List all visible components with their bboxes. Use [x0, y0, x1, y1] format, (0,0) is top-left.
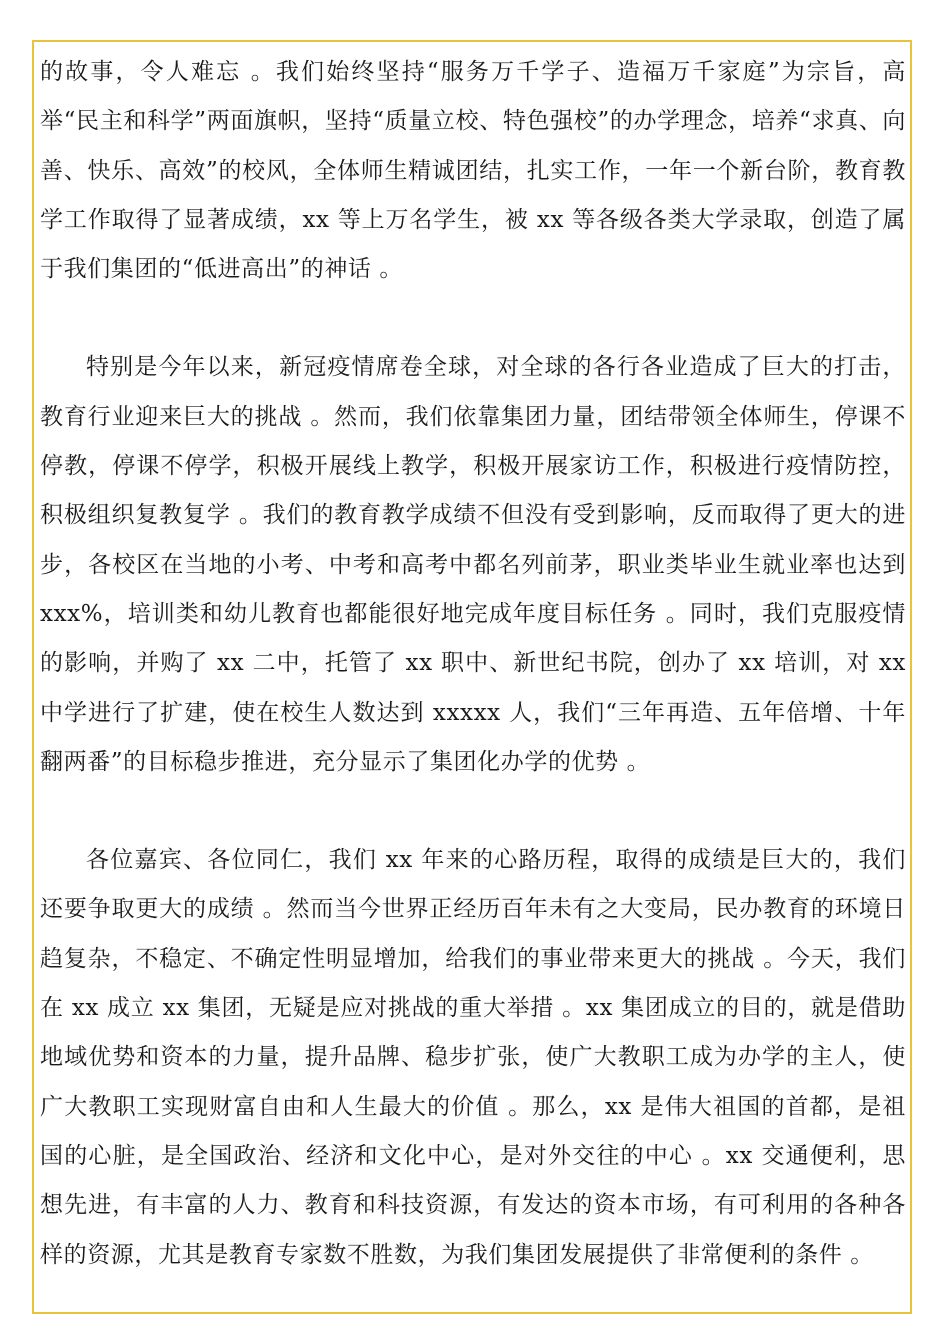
document-body [40, 48, 906, 1280]
paragraph-1: 的故事，令人难忘 。我们始终坚持“服务万千学子、造福万千家庭”为宗旨，高举“民主和科学”两面旗帜，坚持“质量立校、特色强校”的办学理念，培养“求真、向善、快乐、高效”的校风，全体师生精诚团结，扎实工作，一年一个新台阶，教育教学工作取得了显著成绩，xx 等上万名学生，被 xx 等各级各类大学录取，创造了属于我们集团的“低进高出”的神话 。 [40, 59, 906, 283]
paragraph-3: 各位嘉宾、各位同仁，我们 xx 年来的心路历程，取得的成绩是巨大的，我们还要争取更大的成绩 。然而当今世界正经历百年未有之大变局，民办教育的环境日趋复杂，不稳定、不确定性明显增加，给我们的事业带来更大的挑战 。今天，我们在 xx 成立 xx 集团，无疑是应对挑战的重大举措 。xx 集团成立的目的，就是借助地域优势和资本的力量，提升品牌、稳步扩张，使广大教职工成为办学的主人，使广大教职工实现财富自由和人生最大的价值 。那么，xx 是伟大祖国的首都，是祖国的心脏，是全国政治、经济和文化中心，是对外交往的中心 。xx 交通便利，思想先进，有丰富的人力、教育和科技资源，有发达的资本市场，有可利用的各种各样的资源，尤其是教育专家数不胜数，为我们集团发展提供了非常便利的条件 。 [40, 847, 906, 1268]
paragraph-gap [40, 787, 906, 836]
paragraph-2: 特别是今年以来，新冠疫情席卷全球，对全球的各行各业造成了巨大的打击，教育行业迎来巨大的挑战 。然而，我们依靠集团力量，团结带领全体师生，停课不停教，停课不停学，积极开展线上教学，积极开展家访工作，积极进行疫情防控，积极组织复教复学 。我们的教育教学成绩不但没有受到影响，反而取得了更大的进步，各校区在当地的小考、中考和高考中都名列前茅，职业类毕业生就业率也达到 xxx%，培训类和幼儿教育也都能很好地完成年度目标任务 。同时，我们克服疫情的影响，并购了 xx 二中，托管了 xx 职中、新世纪书院，创办了 xx 培训，对 xx 中学进行了扩建，使在校生人数达到 xxxxx 人，我们“三年再造、五年倍增、十年翻两番”的目标稳步推进，充分显示了集团化办学的优势 。 [40, 354, 906, 775]
paragraph-gap [40, 294, 906, 343]
